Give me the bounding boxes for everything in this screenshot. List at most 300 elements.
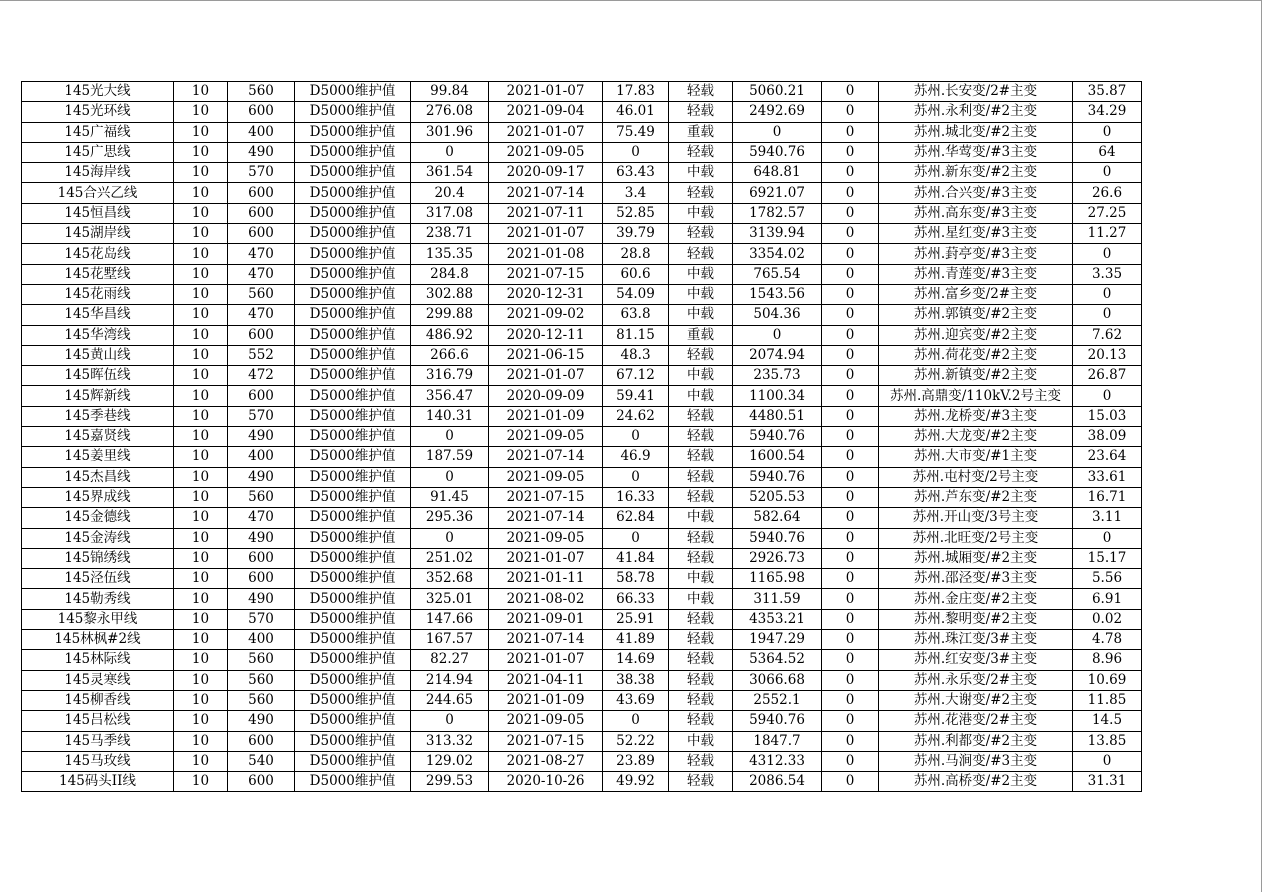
date-cell: 2021-06-15 <box>489 345 603 365</box>
load-rate-cell: 25.91 <box>603 609 669 629</box>
transformer-load-cell: 27.25 <box>1073 203 1142 223</box>
table-row <box>22 508 1142 528</box>
flag-cell: 0 <box>822 224 879 244</box>
line-name-cell: 145季巷线 <box>22 406 174 426</box>
load-rate-cell: 54.09 <box>603 284 669 304</box>
transformer-load-cell: 26.6 <box>1073 183 1142 203</box>
date-cell: 2021-08-27 <box>489 751 603 771</box>
transformer-cell: 苏州.富乡变/2#主变 <box>879 284 1073 304</box>
transformer-load-cell: 0 <box>1073 284 1142 304</box>
line-name-cell: 145林际线 <box>22 650 174 670</box>
available-capacity-cell: 1165.98 <box>733 569 822 589</box>
max-current-cell: 316.79 <box>411 366 489 386</box>
transformer-cell: 苏州.葑亭变/#3主变 <box>879 244 1073 264</box>
voltage-cell: 10 <box>174 650 228 670</box>
flag-cell: 0 <box>822 386 879 406</box>
data-source-cell: D5000维护值 <box>295 670 411 690</box>
voltage-cell: 10 <box>174 569 228 589</box>
max-current-cell: 0 <box>411 467 489 487</box>
voltage-cell: 10 <box>174 630 228 650</box>
max-current-cell: 167.57 <box>411 630 489 650</box>
flag-cell: 0 <box>822 183 879 203</box>
date-cell: 2021-09-04 <box>489 102 603 122</box>
voltage-cell: 10 <box>174 264 228 284</box>
load-rate-cell: 38.38 <box>603 670 669 690</box>
rated-current-cell: 490 <box>228 589 295 609</box>
available-capacity-cell: 5940.76 <box>733 427 822 447</box>
load-status-cell: 轻载 <box>669 690 733 710</box>
max-current-cell: 244.65 <box>411 690 489 710</box>
line-name-cell: 145柳香线 <box>22 690 174 710</box>
flag-cell: 0 <box>822 772 879 792</box>
flag-cell: 0 <box>822 670 879 690</box>
transformer-load-cell: 5.56 <box>1073 569 1142 589</box>
transformer-cell: 苏州.永利变/#2主变 <box>879 102 1073 122</box>
flag-cell: 0 <box>822 528 879 548</box>
max-current-cell: 352.68 <box>411 569 489 589</box>
max-current-cell: 82.27 <box>411 650 489 670</box>
transformer-cell: 苏州.金庄变/#2主变 <box>879 589 1073 609</box>
load-rate-cell: 75.49 <box>603 122 669 142</box>
available-capacity-cell: 2086.54 <box>733 772 822 792</box>
table-row <box>22 325 1142 345</box>
flag-cell: 0 <box>822 366 879 386</box>
max-current-cell: 135.35 <box>411 244 489 264</box>
load-status-cell: 中载 <box>669 589 733 609</box>
data-source-cell: D5000维护值 <box>295 406 411 426</box>
available-capacity-cell: 5205.53 <box>733 487 822 507</box>
load-status-cell: 轻载 <box>669 751 733 771</box>
load-status-cell: 中载 <box>669 163 733 183</box>
transformer-load-cell: 0 <box>1073 305 1142 325</box>
table-row <box>22 487 1142 507</box>
load-status-cell: 轻载 <box>669 487 733 507</box>
voltage-cell: 10 <box>174 386 228 406</box>
data-source-cell: D5000维护值 <box>295 528 411 548</box>
data-source-cell: D5000维护值 <box>295 569 411 589</box>
line-name-cell: 145林枫#2线 <box>22 630 174 650</box>
transformer-load-cell: 11.27 <box>1073 224 1142 244</box>
flag-cell: 0 <box>822 122 879 142</box>
data-source-cell: D5000维护值 <box>295 366 411 386</box>
max-current-cell: 187.59 <box>411 447 489 467</box>
table-row <box>22 406 1142 426</box>
load-status-cell: 轻载 <box>669 427 733 447</box>
date-cell: 2021-07-11 <box>489 203 603 223</box>
max-current-cell: 0 <box>411 711 489 731</box>
load-status-cell: 轻载 <box>669 609 733 629</box>
data-source-cell: D5000维护值 <box>295 487 411 507</box>
load-status-cell: 中载 <box>669 305 733 325</box>
available-capacity-cell: 5060.21 <box>733 82 822 102</box>
date-cell: 2021-01-07 <box>489 548 603 568</box>
date-cell: 2021-01-07 <box>489 224 603 244</box>
load-rate-cell: 43.69 <box>603 690 669 710</box>
flag-cell: 0 <box>822 447 879 467</box>
load-rate-cell: 60.6 <box>603 264 669 284</box>
data-source-cell: D5000维护值 <box>295 284 411 304</box>
transformer-load-cell: 11.85 <box>1073 690 1142 710</box>
data-source-cell: D5000维护值 <box>295 690 411 710</box>
date-cell: 2021-07-15 <box>489 487 603 507</box>
data-source-cell: D5000维护值 <box>295 183 411 203</box>
voltage-cell: 10 <box>174 284 228 304</box>
rated-current-cell: 560 <box>228 670 295 690</box>
rated-current-cell: 600 <box>228 386 295 406</box>
transformer-cell: 苏州.大龙变/#2主变 <box>879 427 1073 447</box>
max-current-cell: 251.02 <box>411 548 489 568</box>
voltage-cell: 10 <box>174 609 228 629</box>
load-rate-cell: 49.92 <box>603 772 669 792</box>
voltage-cell: 10 <box>174 508 228 528</box>
data-source-cell: D5000维护值 <box>295 102 411 122</box>
rated-current-cell: 490 <box>228 528 295 548</box>
rated-current-cell: 490 <box>228 711 295 731</box>
date-cell: 2021-07-15 <box>489 264 603 284</box>
transformer-cell: 苏州.新镇变/#2主变 <box>879 366 1073 386</box>
data-source-cell: D5000维护值 <box>295 630 411 650</box>
table-row <box>22 264 1142 284</box>
transformer-cell: 苏州.大谢变/#2主变 <box>879 690 1073 710</box>
available-capacity-cell: 5940.76 <box>733 467 822 487</box>
load-status-cell: 中载 <box>669 284 733 304</box>
data-source-cell: D5000维护值 <box>295 711 411 731</box>
flag-cell: 0 <box>822 325 879 345</box>
available-capacity-cell: 235.73 <box>733 366 822 386</box>
data-source-cell: D5000维护值 <box>295 731 411 751</box>
rated-current-cell: 400 <box>228 630 295 650</box>
available-capacity-cell: 3354.02 <box>733 244 822 264</box>
load-rate-cell: 23.89 <box>603 751 669 771</box>
load-status-cell: 轻载 <box>669 224 733 244</box>
transformer-cell: 苏州.高东变/#3主变 <box>879 203 1073 223</box>
table-row <box>22 224 1142 244</box>
rated-current-cell: 540 <box>228 751 295 771</box>
data-source-cell: D5000维护值 <box>295 751 411 771</box>
load-rate-cell: 0 <box>603 467 669 487</box>
line-name-cell: 145泾伍线 <box>22 569 174 589</box>
line-name-cell: 145辉新线 <box>22 386 174 406</box>
transformer-cell: 苏州.马涧变/#3主变 <box>879 751 1073 771</box>
load-status-cell: 轻载 <box>669 447 733 467</box>
table-row <box>22 244 1142 264</box>
rated-current-cell: 600 <box>228 102 295 122</box>
date-cell: 2021-07-14 <box>489 183 603 203</box>
load-status-cell: 中载 <box>669 731 733 751</box>
load-rate-cell: 67.12 <box>603 366 669 386</box>
date-cell: 2021-01-07 <box>489 650 603 670</box>
rated-current-cell: 470 <box>228 264 295 284</box>
rated-current-cell: 400 <box>228 122 295 142</box>
date-cell: 2020-12-11 <box>489 325 603 345</box>
transformer-load-cell: 0.02 <box>1073 609 1142 629</box>
date-cell: 2021-09-05 <box>489 427 603 447</box>
load-status-cell: 轻载 <box>669 528 733 548</box>
voltage-cell: 10 <box>174 305 228 325</box>
line-name-cell: 145广思线 <box>22 142 174 162</box>
max-current-cell: 214.94 <box>411 670 489 690</box>
data-source-cell: D5000维护值 <box>295 589 411 609</box>
table-row <box>22 183 1142 203</box>
date-cell: 2021-09-05 <box>489 142 603 162</box>
available-capacity-cell: 3066.68 <box>733 670 822 690</box>
flag-cell: 0 <box>822 630 879 650</box>
table-row <box>22 528 1142 548</box>
transformer-load-cell: 8.96 <box>1073 650 1142 670</box>
rated-current-cell: 600 <box>228 569 295 589</box>
rated-current-cell: 600 <box>228 325 295 345</box>
load-rate-cell: 59.41 <box>603 386 669 406</box>
load-rate-cell: 0 <box>603 528 669 548</box>
data-source-cell: D5000维护值 <box>295 163 411 183</box>
transformer-load-cell: 3.35 <box>1073 264 1142 284</box>
transformer-load-cell: 7.62 <box>1073 325 1142 345</box>
data-source-cell: D5000维护值 <box>295 264 411 284</box>
load-rate-cell: 0 <box>603 711 669 731</box>
data-source-cell: D5000维护值 <box>295 203 411 223</box>
load-rate-cell: 3.4 <box>603 183 669 203</box>
data-source-cell: D5000维护值 <box>295 772 411 792</box>
available-capacity-cell: 2926.73 <box>733 548 822 568</box>
max-current-cell: 299.88 <box>411 305 489 325</box>
load-rate-cell: 16.33 <box>603 487 669 507</box>
available-capacity-cell: 1847.7 <box>733 731 822 751</box>
transformer-load-cell: 31.31 <box>1073 772 1142 792</box>
line-name-cell: 145灵寒线 <box>22 670 174 690</box>
table-row <box>22 366 1142 386</box>
flag-cell: 0 <box>822 467 879 487</box>
date-cell: 2021-01-07 <box>489 122 603 142</box>
load-status-cell: 中载 <box>669 569 733 589</box>
flag-cell: 0 <box>822 751 879 771</box>
page-border-top <box>0 0 1262 1</box>
voltage-cell: 10 <box>174 102 228 122</box>
date-cell: 2021-09-02 <box>489 305 603 325</box>
transformer-load-cell: 15.03 <box>1073 406 1142 426</box>
date-cell: 2021-08-02 <box>489 589 603 609</box>
load-status-cell: 重载 <box>669 325 733 345</box>
voltage-cell: 10 <box>174 345 228 365</box>
load-status-cell: 中载 <box>669 264 733 284</box>
rated-current-cell: 560 <box>228 82 295 102</box>
table-row <box>22 670 1142 690</box>
line-name-cell: 145杰昌线 <box>22 467 174 487</box>
transformer-cell: 苏州.荷花变/#2主变 <box>879 345 1073 365</box>
transformer-cell: 苏州.邵泾变/#3主变 <box>879 569 1073 589</box>
max-current-cell: 301.96 <box>411 122 489 142</box>
rated-current-cell: 570 <box>228 609 295 629</box>
transformer-load-cell: 20.13 <box>1073 345 1142 365</box>
line-name-cell: 145光环线 <box>22 102 174 122</box>
transformer-cell: 苏州.芦东变/#2主变 <box>879 487 1073 507</box>
available-capacity-cell: 1600.54 <box>733 447 822 467</box>
flag-cell: 0 <box>822 690 879 710</box>
transformer-load-cell: 0 <box>1073 163 1142 183</box>
table-row <box>22 122 1142 142</box>
date-cell: 2021-01-07 <box>489 82 603 102</box>
available-capacity-cell: 4312.33 <box>733 751 822 771</box>
voltage-cell: 10 <box>174 487 228 507</box>
table-row <box>22 711 1142 731</box>
max-current-cell: 0 <box>411 528 489 548</box>
load-status-cell: 轻载 <box>669 670 733 690</box>
transformer-cell: 苏州.城厢变/#2主变 <box>879 548 1073 568</box>
transformer-cell: 苏州.星红变/#3主变 <box>879 224 1073 244</box>
load-status-cell: 轻载 <box>669 548 733 568</box>
load-status-cell: 中载 <box>669 366 733 386</box>
voltage-cell: 10 <box>174 366 228 386</box>
rated-current-cell: 600 <box>228 548 295 568</box>
table-row <box>22 690 1142 710</box>
available-capacity-cell: 3139.94 <box>733 224 822 244</box>
load-rate-cell: 17.83 <box>603 82 669 102</box>
line-name-cell: 145恒昌线 <box>22 203 174 223</box>
available-capacity-cell: 6921.07 <box>733 183 822 203</box>
table-row <box>22 203 1142 223</box>
load-status-cell: 轻载 <box>669 102 733 122</box>
rated-current-cell: 600 <box>228 224 295 244</box>
table-row <box>22 447 1142 467</box>
date-cell: 2020-09-17 <box>489 163 603 183</box>
flag-cell: 0 <box>822 102 879 122</box>
rated-current-cell: 600 <box>228 183 295 203</box>
data-source-cell: D5000维护值 <box>295 244 411 264</box>
available-capacity-cell: 1782.57 <box>733 203 822 223</box>
data-source-cell: D5000维护值 <box>295 447 411 467</box>
load-status-cell: 轻载 <box>669 142 733 162</box>
transformer-load-cell: 0 <box>1073 386 1142 406</box>
flag-cell: 0 <box>822 203 879 223</box>
data-source-cell: D5000维护值 <box>295 122 411 142</box>
date-cell: 2020-12-31 <box>489 284 603 304</box>
transformer-load-cell: 33.61 <box>1073 467 1142 487</box>
load-rate-cell: 41.89 <box>603 630 669 650</box>
date-cell: 2021-07-14 <box>489 630 603 650</box>
table-row <box>22 284 1142 304</box>
max-current-cell: 238.71 <box>411 224 489 244</box>
data-source-cell: D5000维护值 <box>295 82 411 102</box>
available-capacity-cell: 765.54 <box>733 264 822 284</box>
transformer-load-cell: 38.09 <box>1073 427 1142 447</box>
transformer-cell: 苏州.青莲变/#3主变 <box>879 264 1073 284</box>
available-capacity-cell: 0 <box>733 122 822 142</box>
rated-current-cell: 560 <box>228 487 295 507</box>
max-current-cell: 284.8 <box>411 264 489 284</box>
flag-cell: 0 <box>822 142 879 162</box>
rated-current-cell: 400 <box>228 447 295 467</box>
flag-cell: 0 <box>822 284 879 304</box>
line-name-cell: 145界成线 <box>22 487 174 507</box>
load-status-cell: 轻载 <box>669 345 733 365</box>
load-status-cell: 中载 <box>669 508 733 528</box>
transformer-load-cell: 35.87 <box>1073 82 1142 102</box>
table-body <box>22 82 1142 792</box>
available-capacity-cell: 5940.76 <box>733 711 822 731</box>
load-status-cell: 轻载 <box>669 650 733 670</box>
table-row <box>22 609 1142 629</box>
flag-cell: 0 <box>822 305 879 325</box>
date-cell: 2021-01-07 <box>489 366 603 386</box>
date-cell: 2021-04-11 <box>489 670 603 690</box>
max-current-cell: 140.31 <box>411 406 489 426</box>
table-row <box>22 142 1142 162</box>
transformer-load-cell: 0 <box>1073 244 1142 264</box>
table-row <box>22 467 1142 487</box>
flag-cell: 0 <box>822 650 879 670</box>
load-rate-cell: 0 <box>603 427 669 447</box>
available-capacity-cell: 2552.1 <box>733 690 822 710</box>
available-capacity-cell: 4353.21 <box>733 609 822 629</box>
transformer-cell: 苏州.红安变/3#主变 <box>879 650 1073 670</box>
voltage-cell: 10 <box>174 548 228 568</box>
load-rate-cell: 48.3 <box>603 345 669 365</box>
rated-current-cell: 490 <box>228 427 295 447</box>
flag-cell: 0 <box>822 508 879 528</box>
date-cell: 2021-09-05 <box>489 467 603 487</box>
load-status-cell: 轻载 <box>669 244 733 264</box>
feeder-load-table <box>21 81 1142 792</box>
transformer-load-cell: 15.17 <box>1073 548 1142 568</box>
load-rate-cell: 24.62 <box>603 406 669 426</box>
voltage-cell: 10 <box>174 447 228 467</box>
table-row <box>22 569 1142 589</box>
flag-cell: 0 <box>822 264 879 284</box>
date-cell: 2021-07-15 <box>489 731 603 751</box>
line-name-cell: 145黄山线 <box>22 345 174 365</box>
max-current-cell: 299.53 <box>411 772 489 792</box>
load-status-cell: 重载 <box>669 122 733 142</box>
line-name-cell: 145嘉贤线 <box>22 427 174 447</box>
load-status-cell: 轻载 <box>669 183 733 203</box>
load-status-cell: 轻载 <box>669 630 733 650</box>
table-row <box>22 427 1142 447</box>
flag-cell: 0 <box>822 548 879 568</box>
line-name-cell: 145海岸线 <box>22 163 174 183</box>
max-current-cell: 147.66 <box>411 609 489 629</box>
rated-current-cell: 560 <box>228 690 295 710</box>
max-current-cell: 276.08 <box>411 102 489 122</box>
rated-current-cell: 472 <box>228 366 295 386</box>
load-rate-cell: 46.01 <box>603 102 669 122</box>
table-row <box>22 345 1142 365</box>
line-name-cell: 145金德线 <box>22 508 174 528</box>
line-name-cell: 145勒秀线 <box>22 589 174 609</box>
rated-current-cell: 552 <box>228 345 295 365</box>
line-name-cell: 145湖岸线 <box>22 224 174 244</box>
line-name-cell: 145华昌线 <box>22 305 174 325</box>
available-capacity-cell: 1947.29 <box>733 630 822 650</box>
table-row <box>22 305 1142 325</box>
flag-cell: 0 <box>822 589 879 609</box>
line-name-cell: 145合兴乙线 <box>22 183 174 203</box>
data-source-cell: D5000维护值 <box>295 142 411 162</box>
load-rate-cell: 41.84 <box>603 548 669 568</box>
date-cell: 2021-01-09 <box>489 406 603 426</box>
available-capacity-cell: 1100.34 <box>733 386 822 406</box>
transformer-cell: 苏州.郭镇变/#2主变 <box>879 305 1073 325</box>
available-capacity-cell: 311.59 <box>733 589 822 609</box>
available-capacity-cell: 4480.51 <box>733 406 822 426</box>
line-name-cell: 145姜里线 <box>22 447 174 467</box>
max-current-cell: 302.88 <box>411 284 489 304</box>
load-rate-cell: 46.9 <box>603 447 669 467</box>
line-name-cell: 145金涛线 <box>22 528 174 548</box>
flag-cell: 0 <box>822 711 879 731</box>
transformer-load-cell: 0 <box>1073 122 1142 142</box>
date-cell: 2020-09-09 <box>489 386 603 406</box>
date-cell: 2020-10-26 <box>489 772 603 792</box>
max-current-cell: 91.45 <box>411 487 489 507</box>
